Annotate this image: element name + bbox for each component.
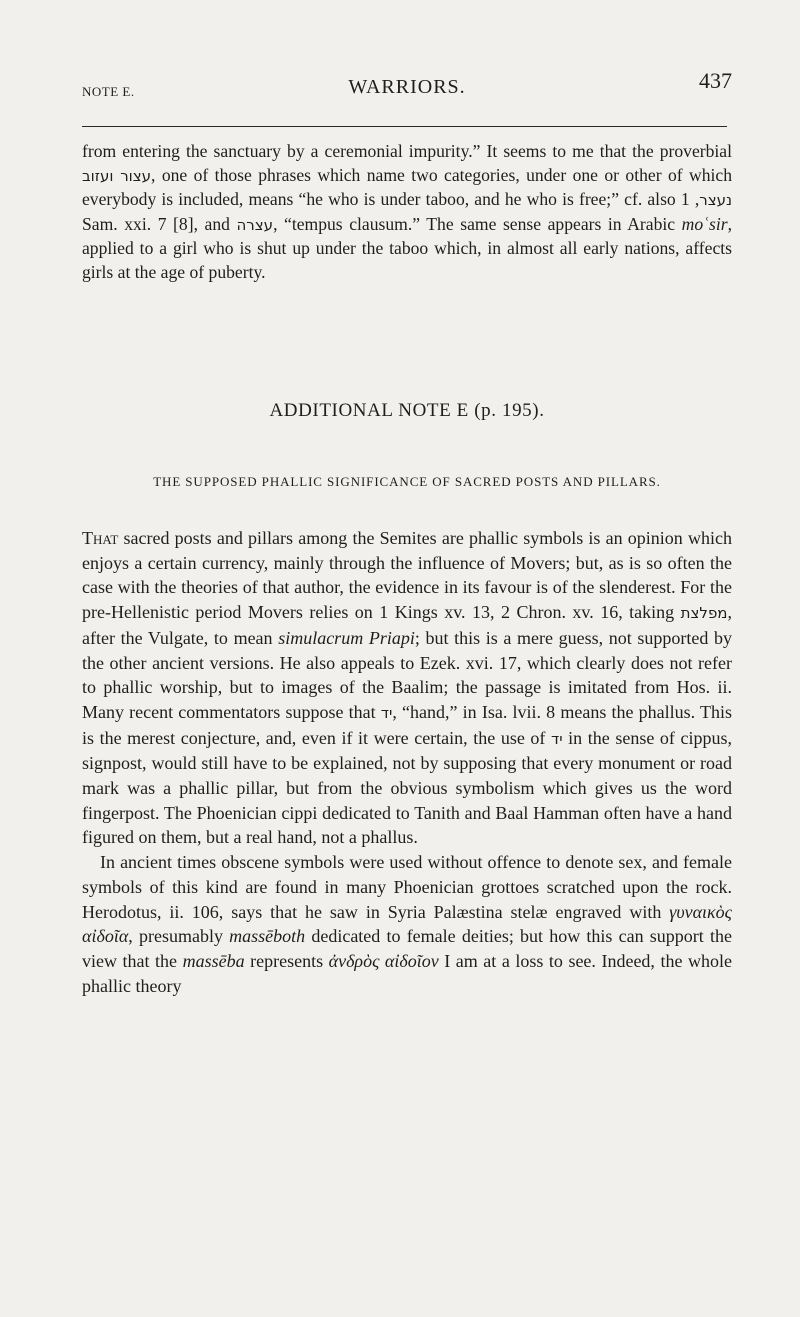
italic-term: moʿsir	[681, 213, 728, 234]
text-run: , “tempus clausum.” The same sense appears in Arabic	[273, 213, 682, 234]
hebrew-phrase: עצור ועזוב	[82, 166, 152, 185]
greek-phrase: γυναικὸς αἰδοῖα	[82, 901, 732, 947]
text-run: , 1 Sam. xxi. 7 [8], and	[82, 189, 700, 234]
header-rule	[82, 126, 727, 127]
text-run: , after the Vulgate, to mean	[82, 602, 732, 648]
note-label: NOTE E.	[82, 84, 135, 99]
text-run: represents	[244, 950, 329, 971]
continuation-paragraph	[82, 140, 732, 285]
body-paragraph	[82, 526, 732, 850]
hebrew-word: עצרה	[236, 215, 274, 234]
running-title: WARRIORS.	[348, 76, 466, 98]
running-header	[82, 68, 732, 108]
note-body	[82, 526, 732, 998]
text-run: from entering the sanctuary by a ceremonial impurity.” It seems to me that the proverbial	[82, 141, 732, 161]
italic-term: massēba	[182, 950, 245, 971]
hebrew-word: מפלצת	[680, 604, 728, 623]
section-title: ADDITIONAL NOTE E (p. 195).	[269, 400, 545, 421]
greek-phrase: ἀνδρὸς αἰδοῖον	[328, 950, 439, 971]
hebrew-word: יד	[380, 703, 393, 722]
hebrew-word: יד	[551, 729, 563, 748]
text-run: in the sense of cippus, signpost, would still have to be explained, not by supposing that every monument or road mark was a phallic pillar, but from the obvious symbolism which gives us the word fingerpost. The Phoenician cippi dedicated to Tanith and Baal Hamman often have a hand figured on them, but a real hand, not a phallus.	[82, 727, 732, 848]
page-number: 437	[699, 68, 732, 93]
italic-term: massēboth	[229, 926, 306, 947]
text-run: dedicated to female deities; but how this can support the view that the	[82, 926, 732, 971]
hebrew-word: נעצר	[699, 191, 732, 210]
text-run: , “hand,” in Isa. lvii. 8 means the phallus. This is the merest conjecture, and, even if it were certain, the use of	[82, 701, 733, 748]
opening-words: That	[82, 528, 119, 548]
text-run: , one of those phrases which name two categories, under one or other of which everybody is included, means “he who is under taboo, and he who is free;” cf. also	[82, 164, 732, 210]
italic-term: simulacrum Priapi	[278, 627, 415, 648]
text-run: In ancient times obscene symbols were used without offence to denote sex, and female symbols of this kind are found in many Phoenician grottoes scratched upon the rock. Herodotus, ii. 106, says that he saw in Syria Palæstina stelæ engraved with	[82, 852, 732, 922]
section-subtitle: THE SUPPOSED PHALLIC SIGNIFICANCE OF SACRED POSTS AND PILLARS.	[153, 474, 661, 489]
text-run: ; but this is a mere guess, not supported by the other ancient versions. He also appeals to Ezek. xvi. 17, which clearly does not refer to phallic worship, but to images of the Baalim; the passage is imitated from Hos. ii. Many recent commentators suppose that	[82, 627, 732, 722]
body-paragraph	[82, 850, 732, 998]
text-run: sacred posts and pillars among the Semites are phallic symbols is an opinion which enjoys a certain currency, mainly through the influence of Movers; but, as is so often the case with the theories of that author, the evidence in its favour is of the slenderest. For the pre-Hellenistic period Movers relies on 1 Kings xv. 13, 2 Chron. xv. 16, taking	[82, 528, 732, 623]
text-run: , applied to a girl who is shut up under the taboo which, in almost all early nations, affects girls at the age of puberty.	[82, 213, 732, 282]
text-run: I am at a loss to see. Indeed, the whole phallic theory	[82, 950, 732, 996]
text-run: , presumably	[128, 926, 230, 947]
